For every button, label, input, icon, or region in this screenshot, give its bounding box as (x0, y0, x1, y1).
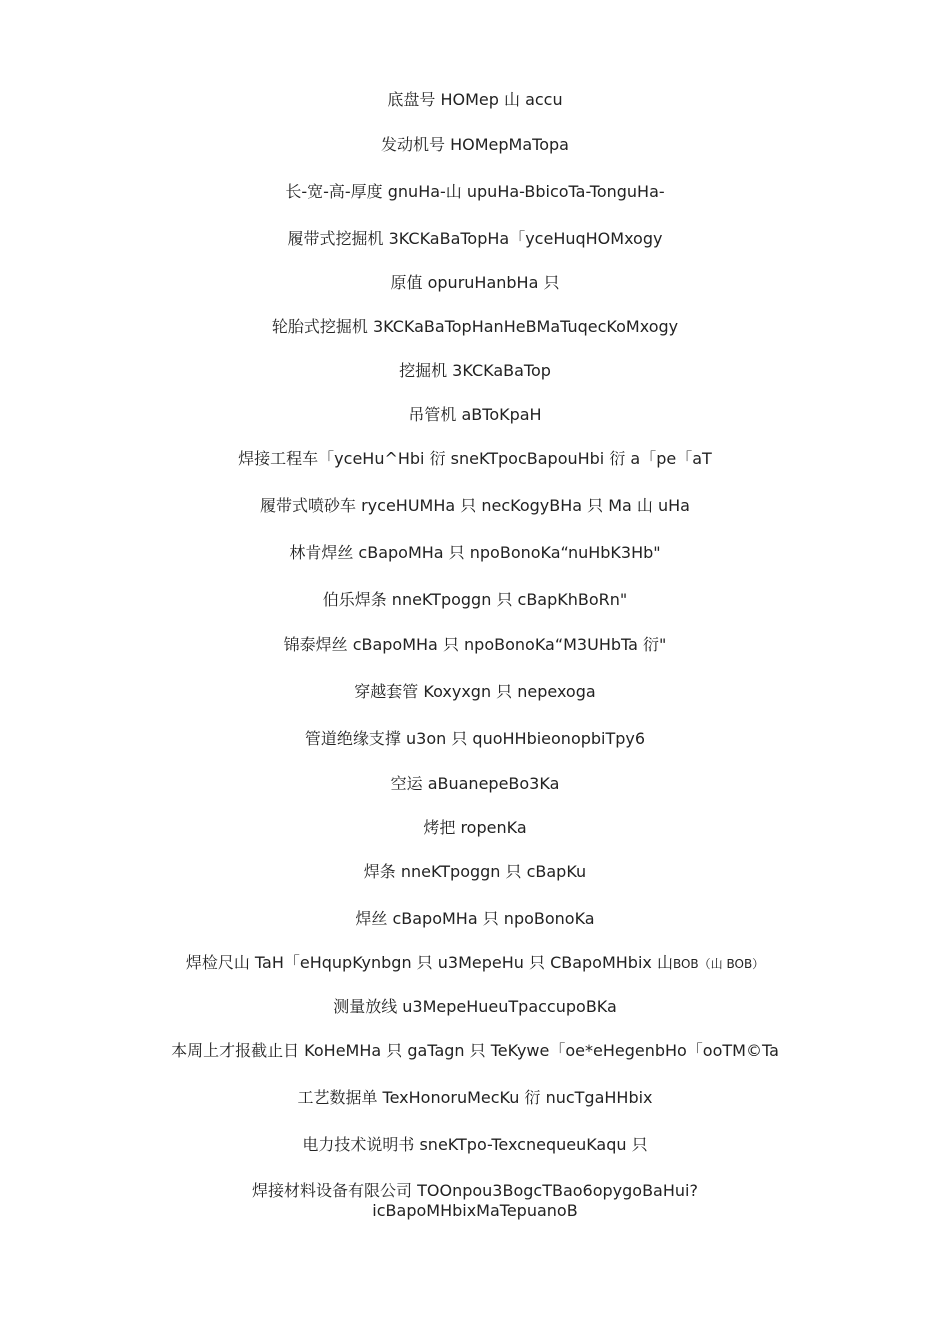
glossary-line: 测量放线 u3MepeHueuTpaccupoBKa (333, 997, 617, 1016)
glossary-line-main: 焊检尺山 TaH「eHqupKynbgn 只 u3MepeHu 只 CBapoMHbix 山 (185, 953, 673, 972)
glossary-line: 管道绝缘支撑 u3on 只 quoHHbieonopbiTpy6 (304, 729, 646, 748)
glossary-line: 锦泰焊丝 cBapoMHa 只 npoBonoKa“M3UHbTa 衍" (283, 635, 667, 654)
glossary-line: 轮胎式挖掘机 3KCKaBaTopHanHeBMaTuqecKoMxogy (271, 317, 679, 336)
glossary-line (0, 953, 950, 974)
glossary-line: 本周上才报截止日 KoHeMHa 只 gaTagn 只 TeKywe「oe*eHegenbHo「ooTM©Ta (171, 1041, 779, 1060)
glossary-line: 长-宽-高-厚度 gnuHa-山 upuHa-BbicoTa-TonguHa- (285, 182, 665, 201)
glossary-line: 穿越套管 Koxyxgn 只 nepexoga (354, 682, 596, 701)
glossary-line: 空运 aBuanepeBo3Ka (390, 774, 560, 793)
glossary-line: 焊丝 cBapoMHa 只 npoBonoKa (355, 909, 595, 928)
glossary-line: 挖掘机 3KCKaBaTop (399, 361, 551, 380)
glossary-line: 电力技术说明书 sneKTpo-TexcnequeuKaqu 只 (302, 1135, 648, 1154)
glossary-line: 焊接材料设备有限公司 TOOnpou3BogcTBao6opygoBaHui? (252, 1181, 698, 1200)
glossary-line: 底盘号 HOMep 山 accu (387, 90, 563, 109)
glossary-line: icBapoMHbixMaTepuanoB (372, 1201, 578, 1220)
glossary-line: 履带式挖掘机 3KCKaBaTopHa「yceHuqHOMxogy (287, 229, 663, 248)
glossary-line: 发动机号 HOMepMaTopa (381, 135, 569, 154)
glossary-line-suffix: BOB（山 BOB） (672, 957, 765, 971)
glossary-line: 焊条 nneKTpoggn 只 cBapKu (363, 862, 587, 881)
glossary-line: 林肯焊丝 cBapoMHa 只 npoBonoKa“nuHbK3Hb" (289, 543, 661, 562)
glossary-line: 伯乐焊条 nneKTpoggn 只 cBapKhBoRn" (322, 590, 628, 609)
glossary-line: 履带式喷砂车 ryceHUMHa 只 necKogyBHa 只 Ma 山 uHa (260, 496, 690, 515)
glossary-line: 吊管机 aBToKpaH (408, 405, 542, 424)
glossary-line: 焊接工程车「yceHu^Hbi 衍 sneKTpocBapouHbi 衍 a「pe「aT (238, 449, 712, 468)
glossary-line: 工艺数据单 TexHonoruMecKu 衍 nucTgaHHbix (297, 1088, 653, 1107)
glossary-line: 烤把 ropenKa (423, 818, 527, 837)
glossary-line: 原值 opuruHanbHa 只 (390, 273, 560, 292)
